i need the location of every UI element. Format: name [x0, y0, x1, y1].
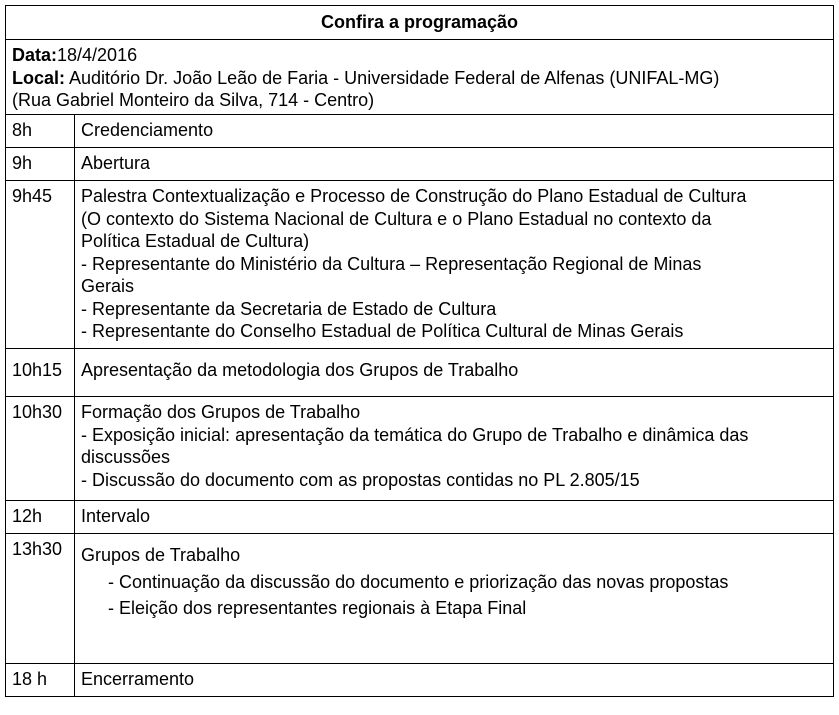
date-label: Data: — [12, 45, 58, 65]
activity-line: Apresentação da metodologia dos Grupos de Trabalho — [81, 360, 519, 380]
activity-line: Abertura — [81, 153, 151, 173]
table-row — [6, 148, 834, 181]
activity-line: - Representante do Ministério da Cultura – Representação Regional de Minas — [81, 253, 702, 274]
activity-cell — [75, 148, 834, 181]
activity-line: Grupos de Trabalho — [81, 545, 241, 565]
activity-cell — [75, 501, 834, 534]
activity-line: Intervalo — [81, 506, 151, 526]
table-row — [6, 115, 834, 148]
schedule-table-wrapper — [5, 5, 833, 697]
activity-cell — [75, 115, 834, 148]
activity-line: Credenciamento — [81, 120, 214, 140]
activity-cell — [75, 349, 834, 397]
table-row — [6, 664, 834, 697]
activity-cell — [75, 534, 834, 664]
activity-cell — [75, 664, 834, 697]
activity-line: discussões — [81, 447, 171, 467]
time-cell: 10h15 — [6, 349, 75, 397]
address: (Rua Gabriel Monteiro da Silva, 714 - Centro) — [12, 90, 375, 110]
event-info — [6, 40, 834, 115]
table-row — [6, 397, 834, 501]
activity-line: - Exposição inicial: apresentação da temática do Grupo de Trabalho e dinâmica das — [81, 424, 749, 445]
time-cell: 12h — [6, 501, 75, 534]
title-row — [6, 6, 834, 40]
table-row — [6, 534, 834, 664]
activity-line: Gerais — [81, 276, 135, 296]
date-value: 18/4/2016 — [57, 45, 138, 65]
activity-line: Formação dos Grupos de Trabalho — [81, 402, 361, 422]
time-cell: 9h45 — [6, 181, 75, 349]
activity-line: - Discussão do documento com as propostas contidas no PL 2.805/15 — [81, 469, 640, 490]
table-row — [6, 501, 834, 534]
activity-line: (O contexto do Sistema Nacional de Cultura e o Plano Estadual no contexto da — [81, 208, 712, 229]
activity-cell — [75, 397, 834, 501]
activity-line: Palestra Contextualização e Processo de Construção do Plano Estadual de Cultura — [81, 186, 747, 206]
local-label: Local: — [12, 67, 66, 88]
time-cell: 18 h — [6, 664, 75, 697]
table-row — [6, 349, 834, 397]
activity-line: - Representante da Secretaria de Estado de Cultura — [81, 298, 497, 319]
schedule-table — [5, 5, 834, 697]
table-row — [6, 181, 834, 349]
time-cell: 10h30 — [6, 397, 75, 501]
time-cell: 8h — [6, 115, 75, 148]
activity-cell — [75, 181, 834, 349]
local-value: Auditório Dr. João Leão de Faria - Universidade Federal de Alfenas (UNIFAL-MG) — [69, 67, 720, 88]
activity-line: - Continuação da discussão do documento e priorização das novas propostas — [108, 571, 729, 592]
table-title: Confira a programação — [6, 6, 834, 40]
activity-line: Encerramento — [81, 669, 195, 689]
activity-line: - Eleição dos representantes regionais à Etapa Final — [108, 598, 527, 618]
time-cell: 9h — [6, 148, 75, 181]
time-cell: 13h30 — [6, 534, 75, 664]
info-row — [6, 40, 834, 115]
activity-line: - Representante do Conselho Estadual de Política Cultural de Minas Gerais — [81, 321, 684, 341]
activity-line: Política Estadual de Cultura) — [81, 231, 310, 251]
